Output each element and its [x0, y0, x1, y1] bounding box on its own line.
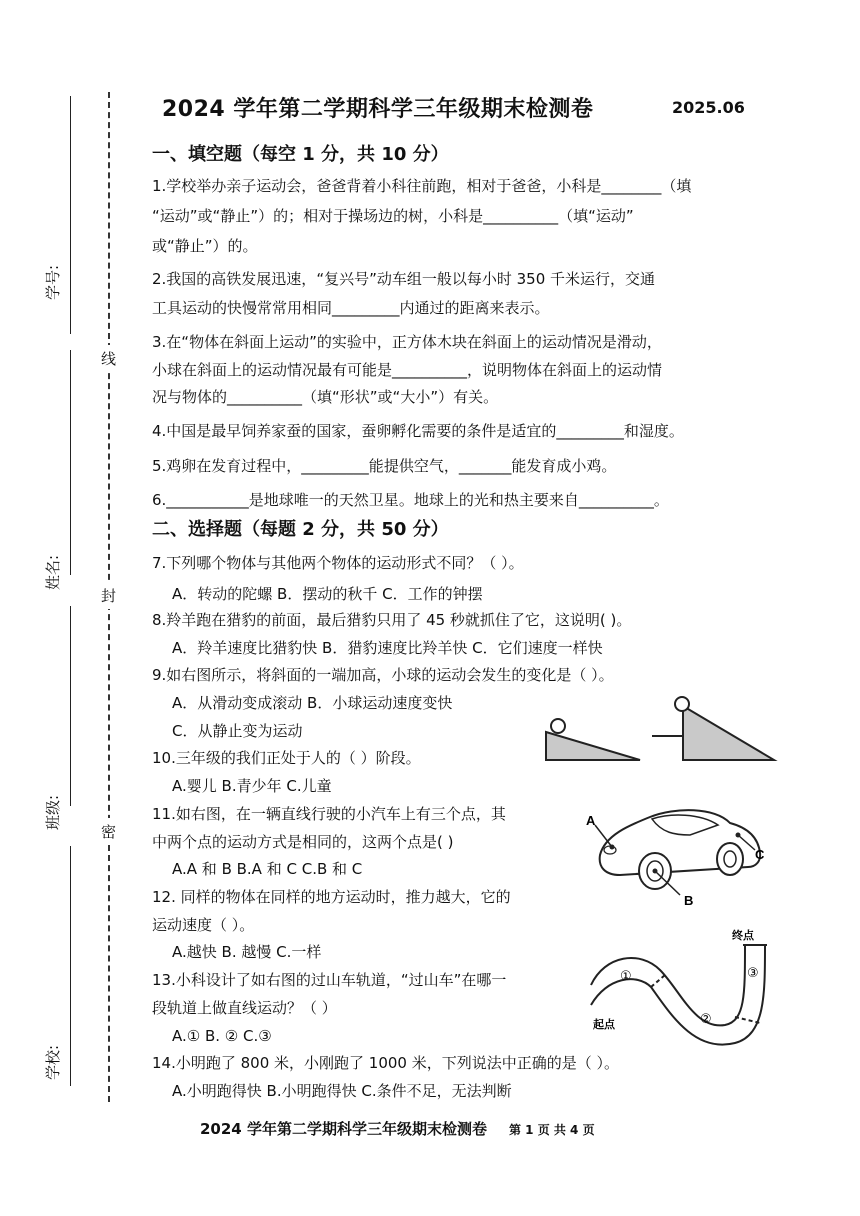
section-2-heading: 二、选择题（每题 2 分，共 50 分）: [152, 519, 449, 540]
q11-line-1: 11.如右图，在一辆直线行驶的小汽车上有三个点，其: [152, 805, 506, 823]
page-title: 2024 学年第二学期科学三年级期末检测卷: [162, 97, 594, 122]
ball-high: [675, 697, 689, 711]
label-b: B: [684, 893, 694, 908]
q8-line: 8.羚羊跑在猎豹的前面，最后猎豹只用了 45 秒就抓住了它，这说明( )。: [152, 611, 632, 629]
exam-date: 2025.06: [672, 98, 745, 117]
q11-options: A.A 和 B B.A 和 C C.B 和 C: [172, 860, 363, 878]
footer-page-number: 第 1 页 共 4 页: [508, 1123, 595, 1137]
class-line: [70, 606, 71, 806]
label-a: A: [586, 813, 596, 828]
q10-line: 10.三年级的我们正处于人的（ ）阶段。: [152, 749, 421, 767]
q13-options: A.① B. ② C.③: [172, 1027, 272, 1045]
label-c: C: [755, 847, 765, 862]
q13-line-2: 段轨道上做直线运动？（ ）: [152, 999, 337, 1017]
section-1-heading: 一、填空题（每空 1 分，共 10 分）: [152, 144, 449, 165]
q12-options: A.越快 B. 越慢 C.一样: [172, 943, 322, 961]
q7-line: 7.下列哪个物体与其他两个物体的运动形式不同？（ ）。: [152, 554, 524, 572]
track-figure: [585, 925, 780, 1060]
class-label: 班级:: [44, 794, 62, 830]
slope-figure: [540, 700, 780, 770]
q4-line: 4.中国是最早饲养家蚕的国家，蚕卵孵化需要的条件是适宜的_________和湿度。: [152, 422, 684, 440]
seal-char-seal: 封: [101, 582, 116, 609]
label-end: 终点: [732, 929, 754, 942]
q7-options: A．转动的陀螺 B．摆动的秋千 C．工作的钟摆: [172, 585, 483, 603]
q2-line-2: 工具运动的快慢常常用相同_________内通过的距离来表示。: [152, 299, 550, 317]
label-seg-1: ①: [620, 969, 632, 984]
track-rail-outer: [591, 945, 745, 1025]
ball-high-svg: [670, 692, 694, 716]
name-line: [70, 350, 71, 575]
q2-line-1: 2.我国的高铁发展迅速，“复兴号”动车组一般以每小时 350 千米运行，交通: [152, 270, 656, 288]
track-divider-2: [735, 1017, 760, 1023]
label-start: 起点: [593, 1018, 615, 1031]
q3-line-1: 3.在“物体在斜面上运动”的实验中，正方体木块在斜面上的运动情况是滑动，: [152, 333, 662, 351]
high-slope: [683, 706, 774, 760]
binding-margin: [0, 0, 130, 1216]
q3-line-3: 况与物体的__________（填“形状”或“大小”）有关。: [152, 388, 499, 406]
q11-line-2: 中两个点的运动方式是相同的，这两个点是( ): [152, 833, 454, 851]
track-divider-1: [651, 975, 665, 987]
q10-options: A.婴儿 B.青少年 C.儿童: [172, 777, 332, 795]
q9-options-2: C．从静止变为运动: [172, 722, 303, 740]
point-a-pointer: [595, 825, 612, 847]
q1-line-2: “运动”或“静止”）的；相对于操场边的树，小科是__________（填“运动”: [152, 207, 634, 225]
seal-char-secret: 密: [101, 818, 116, 845]
q3-line-2: 小球在斜面上的运动情况最有可能是__________，说明物体在斜面上的运动情: [152, 361, 663, 379]
q1-line-3: 或“静止”）的。: [152, 237, 258, 255]
low-slope: [546, 732, 640, 760]
label-seg-3: ③: [747, 966, 759, 981]
ball-low: [551, 719, 565, 733]
q5-line: 5.鸡卵在发育过程中，_________能提供空气，_______能发育成小鸡。: [152, 457, 617, 475]
rear-hub: [724, 851, 736, 867]
q14-options: A.小明跑得快 B.小明跑得快 C.条件不足，无法判断: [172, 1082, 512, 1100]
school-line: [70, 846, 71, 1086]
q14-line: 14.小明跑了 800 米，小刚跑了 1000 米，下列说法中正确的是（ ）。: [152, 1054, 620, 1072]
q9-line: 9.如右图所示，将斜面的一端加高，小球的运动会发生的变化是（ ）。: [152, 666, 614, 684]
q6-line: 6.___________是地球唯一的天然卫星。地球上的光和热主要来自__________。: [152, 491, 669, 509]
q9-options-1: A．从滑动变成滚动 B．小球运动速度变快: [172, 694, 453, 712]
q12-line-2: 运动速度（ ）。: [152, 916, 255, 934]
q8-options: A．羚羊速度比猎豹快 B．猎豹速度比羚羊快 C．它们速度一样快: [172, 639, 603, 657]
page-footer: [200, 1118, 595, 1139]
seal-char-line: 线: [101, 345, 116, 372]
school-label: 学校:: [44, 1044, 62, 1080]
car-figure: [580, 795, 780, 910]
label-seg-2: ②: [700, 1012, 712, 1027]
q12-line-1: 12. 同样的物体在同样的地方运动时，推力越大，它的: [152, 888, 511, 906]
q1-line-1: 1.学校举办亲子运动会，爸爸背着小科往前跑，相对于爸爸，小科是________（填: [152, 177, 692, 195]
student-id-line: [70, 96, 71, 334]
student-id-label: 学号:: [44, 264, 62, 300]
footer-title: 2024 学年第二学期科学三年级期末检测卷: [200, 1120, 487, 1138]
name-label: 姓名:: [44, 554, 62, 590]
q13-line-1: 13.小科设计了如右图的过山车轨道，“过山车”在哪一: [152, 971, 507, 989]
